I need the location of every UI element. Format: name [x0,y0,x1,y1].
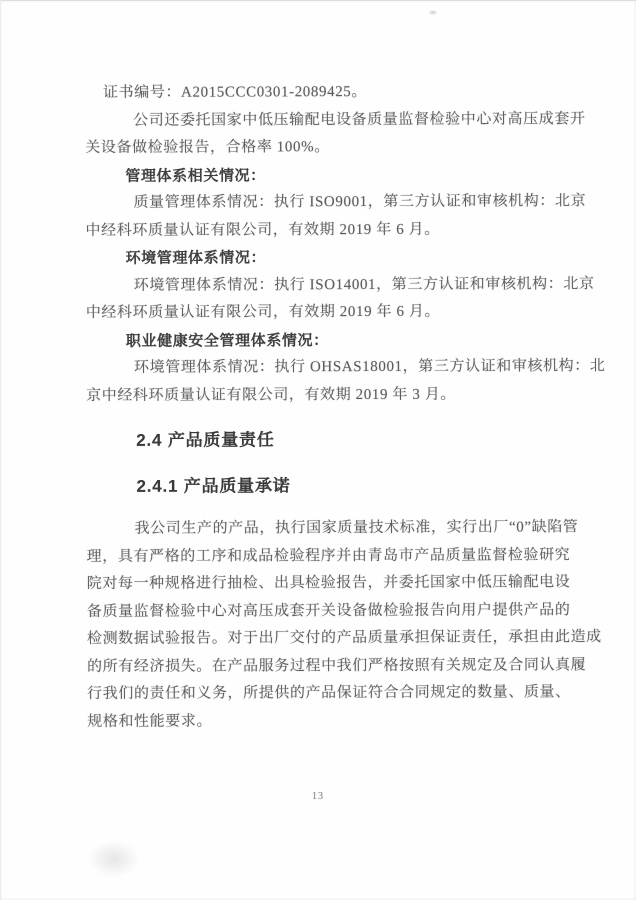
ohs-system-line-1: 环境管理体系情况：执行 OHSAS18001，第三方认证和审核机构：北 [133,358,606,376]
scan-noise-specks [428,10,438,15]
quality-promise-line-1: 我公司生产的产品，执行国家质量技术标准，实行出厂“0”缺陷管 [134,519,579,537]
environment-system-line-2: 中经科环质量认证有限公司，有效期 2019 年 6 月。 [85,303,441,321]
quality-promise-line-4: 备质量监督检验中心对高压成套开关设备做检验报告向用户提供产品的 [86,601,571,620]
page-number: 13 [312,791,324,802]
scan-edge-top [0,0,636,1]
quality-promise-line-2: 理，具有严格的工序和成品检验程序并由青岛市产品质量监督检验研究 [86,546,571,565]
quality-promise-line-5: 检测数据试验报告。对于出厂交付的产品质量承担保证责任，承担由此造成 [86,629,602,647]
heading-environment-system: 环境管理体系情况： [125,249,267,267]
section-heading-2-4-1: 2.4.1 产品质量承诺 [136,476,291,496]
quality-system-line-2: 中经科环质量认证有限公司，有效期 2019 年 6 月。 [85,221,440,239]
scan-noise-smudge [88,840,140,878]
inspection-paragraph-line-2: 关设备做检验报告，合格率 100%。 [85,139,330,156]
quality-promise-line-8: 规格和性能要求。 [87,713,213,730]
scan-edge-left [0,0,1,900]
environment-system-line-1: 环境管理体系情况：执行 ISO14001，第三方认证和审核机构：北京 [133,275,595,294]
section-heading-2-4: 2.4 产品质量责任 [136,430,275,450]
quality-promise-line-7: 行我们的责任和义务，所提供的产品保证符合合同规定的数量、质量、 [87,684,571,702]
document-content [85,78,606,736]
ohs-system-line-2: 京中经科环质量认证有限公司，有效期 2019 年 3 月。 [86,386,457,404]
heading-ohs-system: 职业健康安全管理体系情况： [125,331,329,350]
quality-system-line-1: 质量管理体系情况：执行 ISO9001，第三方认证和审核机构：北京 [133,193,587,211]
certificate-number-line: 证书编号：A2015CCC0301-2089425。 [103,84,368,101]
quality-promise-line-3: 院对每一种规格进行抽检、出具检验报告，并委托国家中低压输配电设 [86,574,571,592]
inspection-paragraph-line-1: 公司还委托国家中低压输配电设备质量监督检验中心对高压成套开 [133,110,586,129]
quality-promise-line-6: 的所有经济损失。在产品服务过程中我们严格按照有关规定及合同认真履 [87,656,587,675]
heading-management-systems: 管理体系相关情况： [125,166,266,185]
